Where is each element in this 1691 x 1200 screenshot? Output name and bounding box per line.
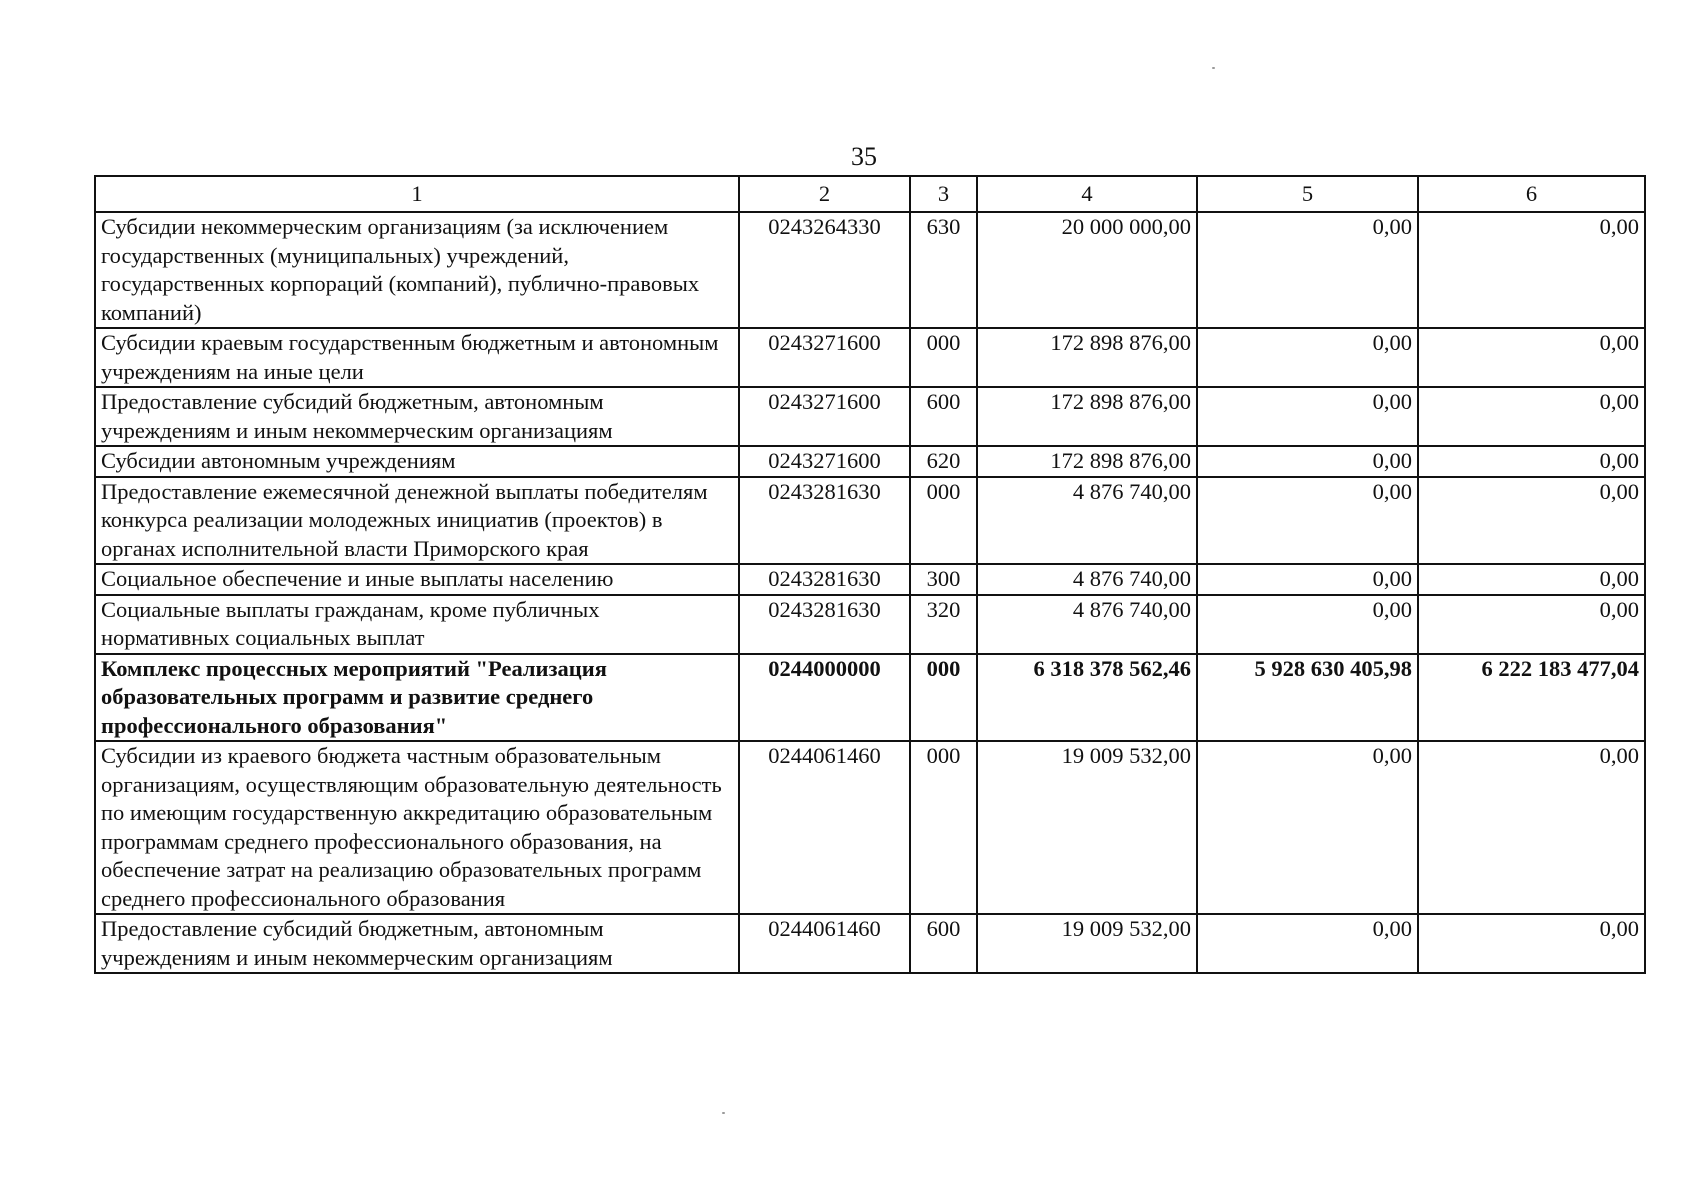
table-row bbox=[95, 212, 1645, 328]
row-code-cell: 0243281630 bbox=[739, 564, 910, 595]
row-expense-type-cell: 300 bbox=[910, 564, 977, 595]
header-col-5: 5 bbox=[1197, 176, 1418, 212]
row-amount-col6-cell: 0,00 bbox=[1418, 328, 1645, 387]
row-expense-type-cell: 630 bbox=[910, 212, 977, 328]
row-expense-type-cell: 000 bbox=[910, 654, 977, 742]
row-amount-col5-cell: 0,00 bbox=[1197, 564, 1418, 595]
row-name-cell: Субсидии краевым государственным бюджетным и автономным учреждениям на иные цели bbox=[95, 328, 739, 387]
row-amount-col5-cell: 0,00 bbox=[1197, 741, 1418, 914]
row-code-cell: 0243281630 bbox=[739, 595, 910, 654]
table-row bbox=[95, 328, 1645, 387]
row-amount-col4-cell: 6 318 378 562,46 bbox=[977, 654, 1197, 742]
row-code-cell: 0243271600 bbox=[739, 328, 910, 387]
row-name-cell: Предоставление субсидий бюджетным, автономным учреждениям и иным некоммерческим организациям bbox=[95, 387, 739, 446]
row-amount-col5-cell: 0,00 bbox=[1197, 595, 1418, 654]
table-row bbox=[95, 595, 1645, 654]
row-amount-col5-cell: 0,00 bbox=[1197, 328, 1418, 387]
table-row bbox=[95, 446, 1645, 477]
row-amount-col5-cell: 5 928 630 405,98 bbox=[1197, 654, 1418, 742]
row-name-cell: Социальное обеспечение и иные выплаты населению bbox=[95, 564, 739, 595]
row-name-cell: Субсидии из краевого бюджета частным образовательным организациям, осуществляющим образовательную деятельность по имеющим государственную аккредитацию образовательным программам среднего профессионального образования, на обеспечение затрат на реализацию образовательных программ среднего профессионального образования bbox=[95, 741, 739, 914]
table-row bbox=[95, 654, 1645, 742]
row-expense-type-cell: 600 bbox=[910, 387, 977, 446]
row-amount-col6-cell: 0,00 bbox=[1418, 741, 1645, 914]
budget-table bbox=[94, 175, 1646, 974]
row-amount-col5-cell: 0,00 bbox=[1197, 914, 1418, 973]
row-expense-type-cell: 600 bbox=[910, 914, 977, 973]
header-col-1: 1 bbox=[95, 176, 739, 212]
row-name-cell: Субсидии некоммерческим организациям (за исключением государственных (муниципальных) учреждений, государственных корпораций (компаний), публично-правовых компаний) bbox=[95, 212, 739, 328]
scan-speck bbox=[722, 1112, 725, 1114]
row-amount-col5-cell: 0,00 bbox=[1197, 446, 1418, 477]
row-amount-col4-cell: 172 898 876,00 bbox=[977, 328, 1197, 387]
scan-speck bbox=[1212, 67, 1215, 69]
row-amount-col6-cell: 0,00 bbox=[1418, 914, 1645, 973]
table-row bbox=[95, 564, 1645, 595]
row-code-cell: 0244061460 bbox=[739, 914, 910, 973]
row-amount-col6-cell: 6 222 183 477,04 bbox=[1418, 654, 1645, 742]
row-amount-col5-cell: 0,00 bbox=[1197, 477, 1418, 565]
row-expense-type-cell: 620 bbox=[910, 446, 977, 477]
table-row bbox=[95, 914, 1645, 973]
row-amount-col4-cell: 172 898 876,00 bbox=[977, 446, 1197, 477]
row-name-cell: Комплекс процессных мероприятий "Реализация образовательных программ и развитие среднего профессионального образования" bbox=[95, 654, 739, 742]
row-expense-type-cell: 320 bbox=[910, 595, 977, 654]
page-number: 35 bbox=[851, 142, 877, 171]
header-row bbox=[95, 176, 1645, 212]
row-expense-type-cell: 000 bbox=[910, 477, 977, 565]
table-header bbox=[95, 176, 1645, 212]
row-name-cell: Социальные выплаты гражданам, кроме публичных нормативных социальных выплат bbox=[95, 595, 739, 654]
row-name-cell: Предоставление ежемесячной денежной выплаты победителям конкурса реализации молодежных инициатив (проектов) в органах исполнительной власти Приморского края bbox=[95, 477, 739, 565]
table-body bbox=[95, 212, 1645, 973]
row-amount-col6-cell: 0,00 bbox=[1418, 564, 1645, 595]
row-amount-col4-cell: 4 876 740,00 bbox=[977, 477, 1197, 565]
table-row bbox=[95, 741, 1645, 914]
table-row bbox=[95, 387, 1645, 446]
row-amount-col4-cell: 19 009 532,00 bbox=[977, 741, 1197, 914]
row-name-cell: Субсидии автономным учреждениям bbox=[95, 446, 739, 477]
row-amount-col6-cell: 0,00 bbox=[1418, 387, 1645, 446]
row-amount-col6-cell: 0,00 bbox=[1418, 595, 1645, 654]
row-expense-type-cell: 000 bbox=[910, 741, 977, 914]
row-amount-col4-cell: 19 009 532,00 bbox=[977, 914, 1197, 973]
row-amount-col4-cell: 172 898 876,00 bbox=[977, 387, 1197, 446]
row-code-cell: 0244061460 bbox=[739, 741, 910, 914]
row-code-cell: 0243264330 bbox=[739, 212, 910, 328]
row-amount-col4-cell: 20 000 000,00 bbox=[977, 212, 1197, 328]
table-row bbox=[95, 477, 1645, 565]
row-amount-col6-cell: 0,00 bbox=[1418, 212, 1645, 328]
row-code-cell: 0243271600 bbox=[739, 446, 910, 477]
row-amount-col5-cell: 0,00 bbox=[1197, 212, 1418, 328]
row-amount-col4-cell: 4 876 740,00 bbox=[977, 595, 1197, 654]
row-amount-col6-cell: 0,00 bbox=[1418, 477, 1645, 565]
row-amount-col6-cell: 0,00 bbox=[1418, 446, 1645, 477]
header-col-4: 4 bbox=[977, 176, 1197, 212]
row-code-cell: 0243281630 bbox=[739, 477, 910, 565]
row-name-cell: Предоставление субсидий бюджетным, автономным учреждениям и иным некоммерческим организациям bbox=[95, 914, 739, 973]
row-amount-col5-cell: 0,00 bbox=[1197, 387, 1418, 446]
header-col-3: 3 bbox=[910, 176, 977, 212]
row-expense-type-cell: 000 bbox=[910, 328, 977, 387]
row-amount-col4-cell: 4 876 740,00 bbox=[977, 564, 1197, 595]
row-code-cell: 0243271600 bbox=[739, 387, 910, 446]
header-col-2: 2 bbox=[739, 176, 910, 212]
header-col-6: 6 bbox=[1418, 176, 1645, 212]
row-code-cell: 0244000000 bbox=[739, 654, 910, 742]
